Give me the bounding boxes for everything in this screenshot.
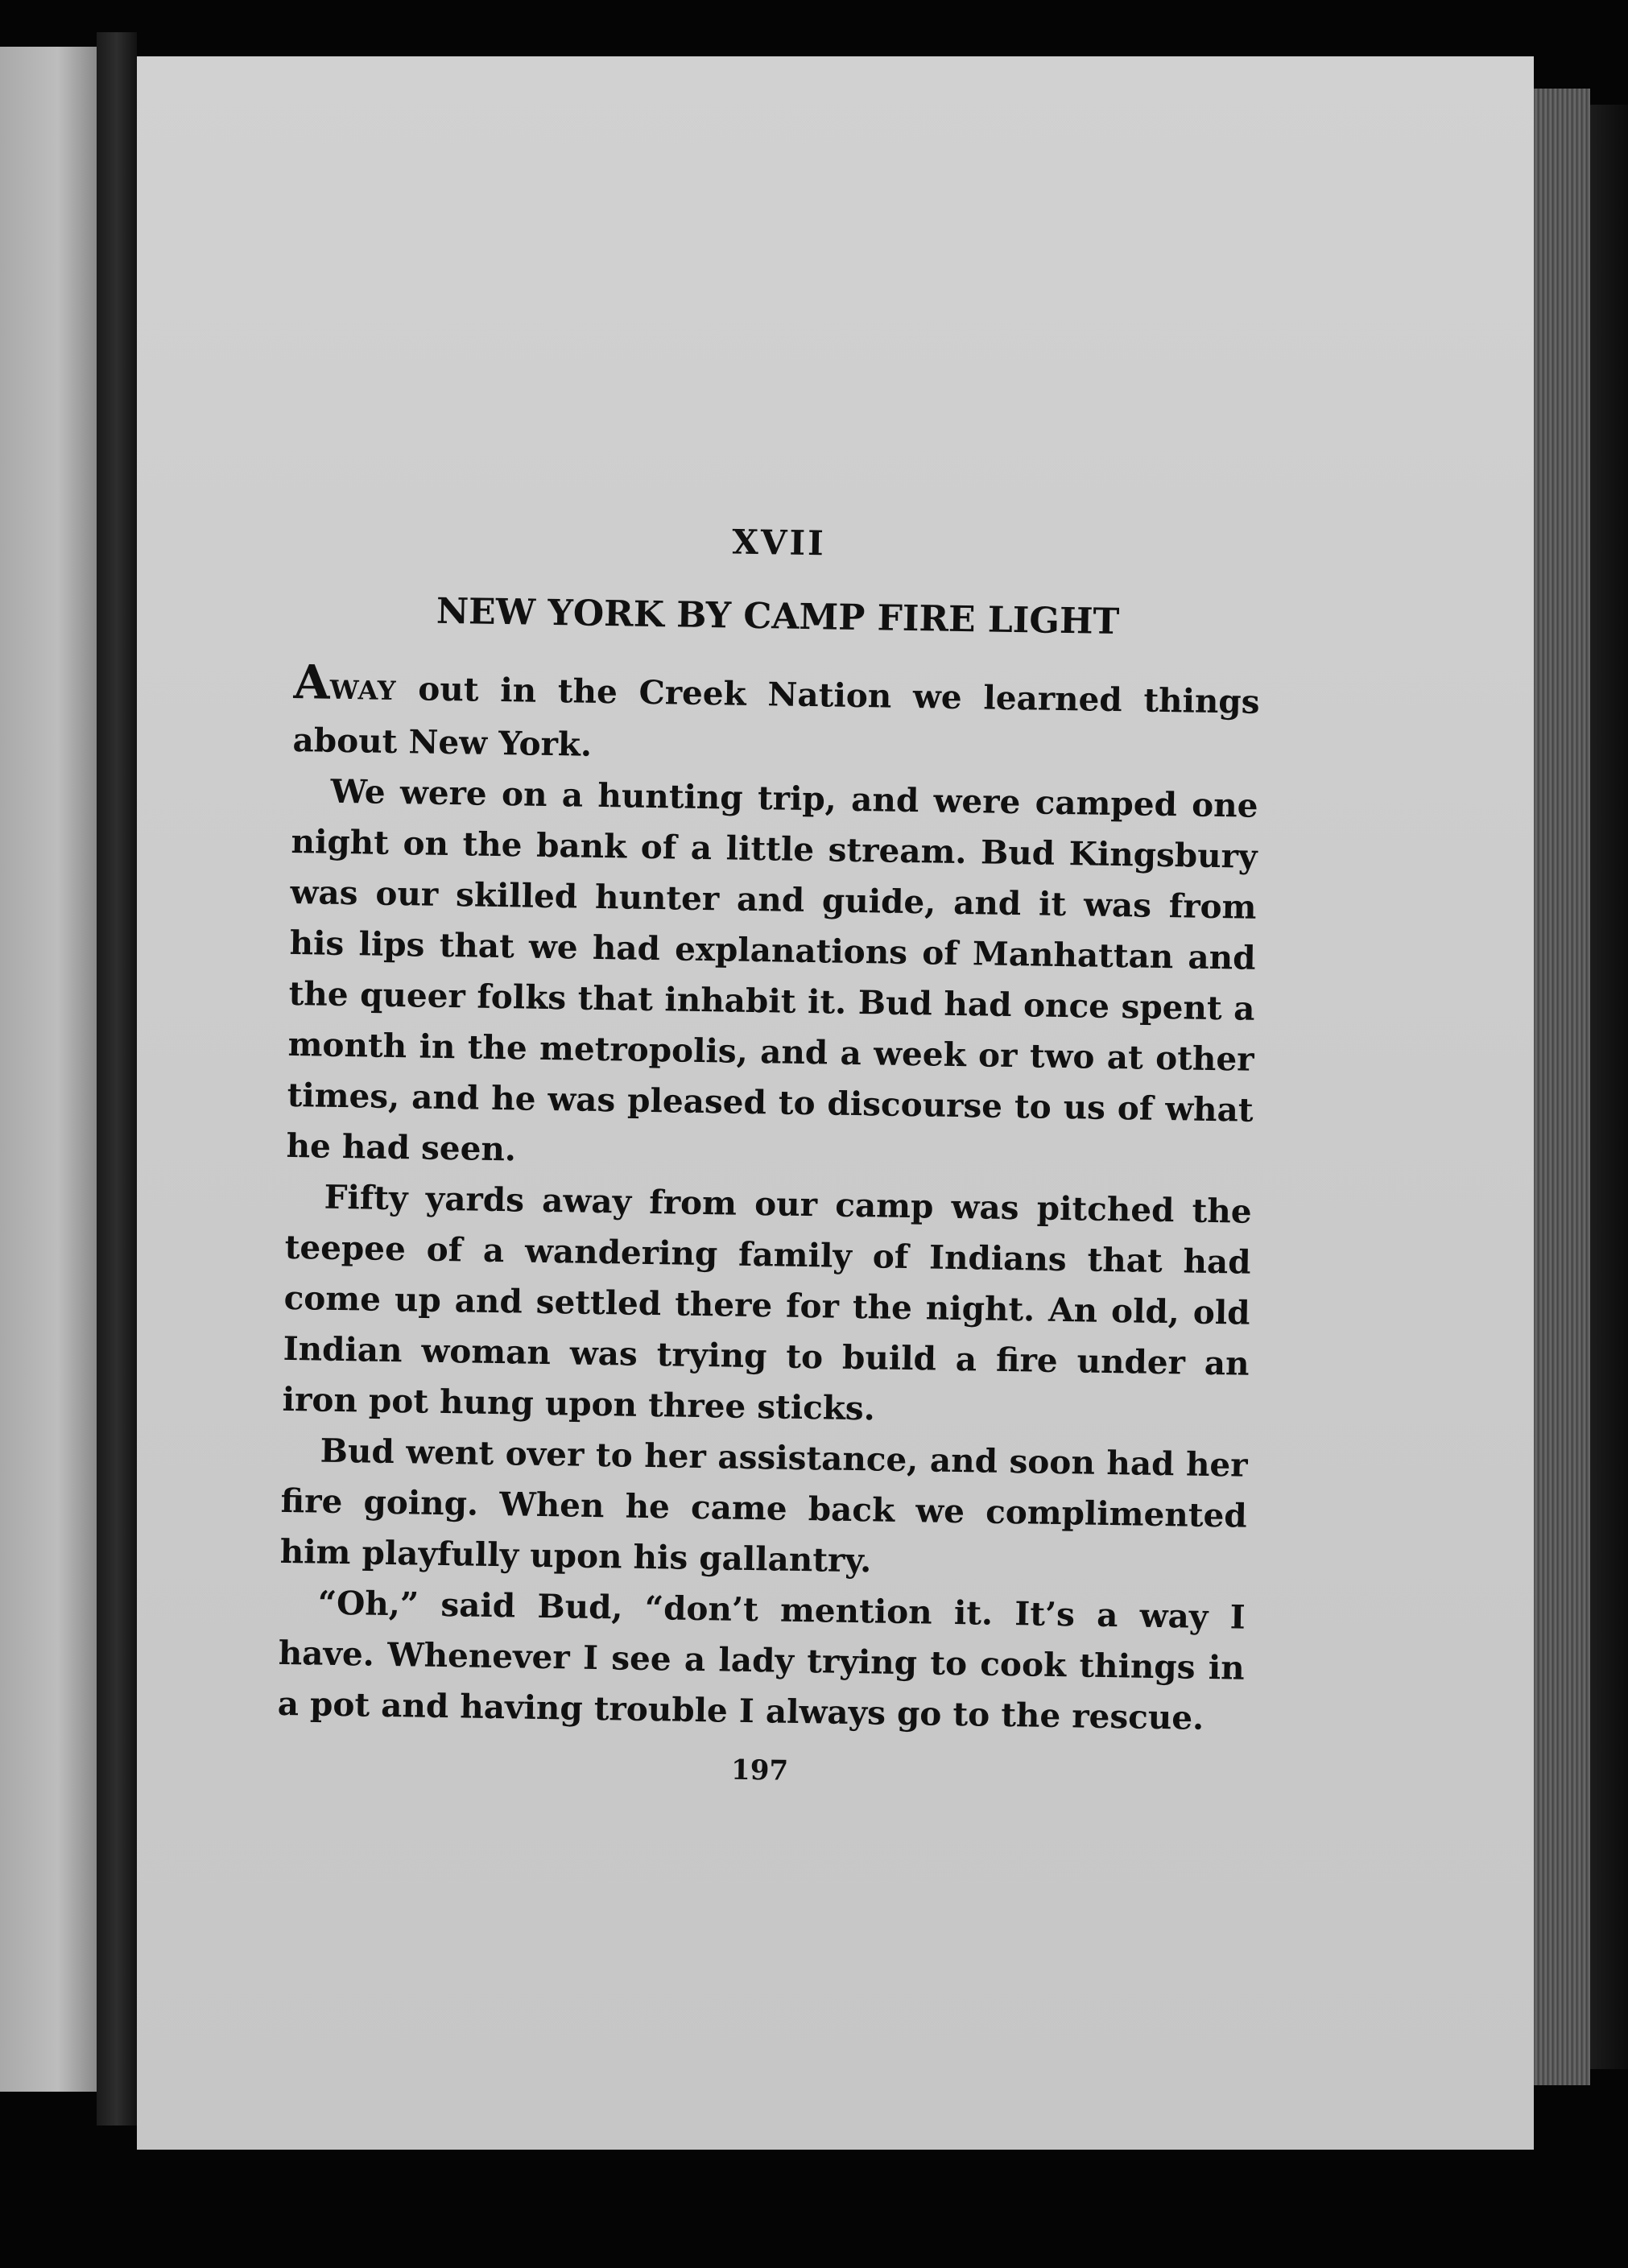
page-text-block	[276, 515, 1262, 1795]
opening-text: out in the Creek Nation we learned things about New York.	[292, 668, 1260, 764]
page-fore-edge	[1534, 89, 1590, 2085]
body-paragraph: “Oh,” said Bud, “don’t mention it. It’s a way I have. Whenever I see a lady trying to cook things in a pot and having trouble I always go to the rescue.	[277, 1583, 1246, 1737]
body-paragraph: Fifty yards away from our camp was pitched the teepee of a wandering family of Indians that had come up and settled there for the night. An old, old Indian woman was trying to build a fire under an iron pot hung upon three sticks.	[282, 1177, 1252, 1428]
page-number: 197	[730, 1754, 789, 1787]
book-gutter	[97, 32, 137, 2125]
small-caps-lead: WAY	[329, 674, 397, 706]
drop-cap: A	[293, 654, 331, 710]
facing-page-edge	[0, 47, 97, 2092]
opening-paragraph	[292, 654, 1260, 781]
chapter-number: XVII	[731, 522, 827, 564]
body-paragraph: Bud went over to her assistance, and soon had her fire going. When he came back we complimented him playfully upon his gallantry.	[279, 1431, 1248, 1580]
book-cover-edge	[1590, 105, 1628, 2069]
chapter-title: NEW YORK BY CAMP FIRE LIGHT	[436, 590, 1120, 643]
body-paragraph: We were on a hunting trip, and were camped one night on the bank of a little stream. Bud Kingsbury was our skilled hunter and guide, and it was from his lips that we had explanations of Manhattan and the queer folks that inhabit it. Bud had once spent a month in the metropolis, and a week or two at other times, and he was pleased to discourse to us of what he had seen.	[286, 771, 1258, 1169]
